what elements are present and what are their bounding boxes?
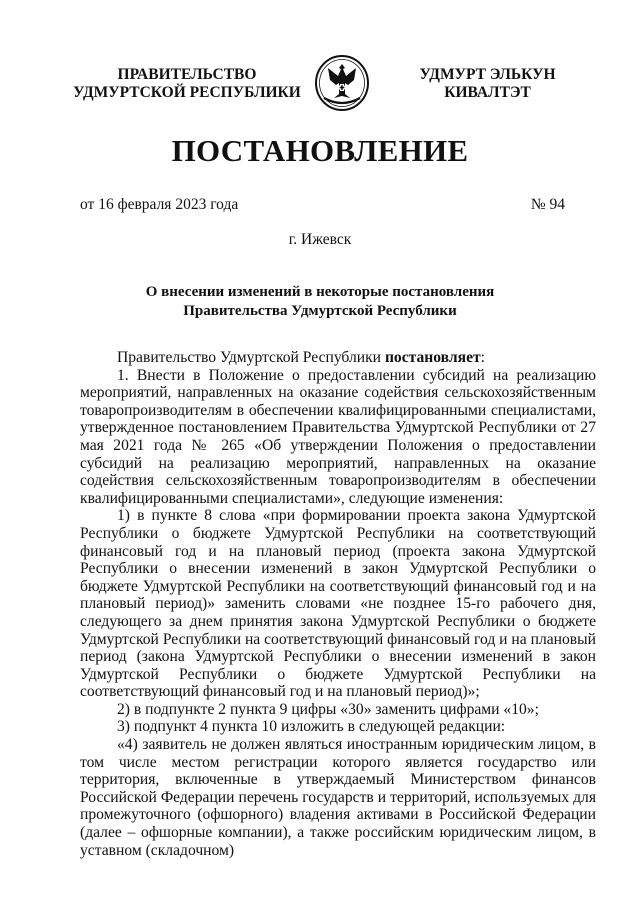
paragraph-1: 1. Внести в Положение о предоставлении субсидий на реализацию мероприятий, направленных на оказание содействия сельскохозяйственным товаропроизводителям в обеспечении квалифицированными специалистами, утвержденное постановлением Правительства Удмуртской Республики от 27 мая 2021 года № 265 «Об утверждении Положения о предоставлении субсидий на реализацию мероприятий, направленных на оказание содействия сельскохозяйственным товаропроизводителям в обеспечении квалифицированными специалистами», следующие изменения: xyxy=(80,366,596,507)
coat-of-arms-icon xyxy=(312,54,372,112)
subject-line-2: Правительства Удмуртской Республики xyxy=(183,302,457,319)
paragraph-4: 3) подпункт 4 пункта 10 изложить в следующей редакции: xyxy=(117,718,506,736)
issuer-udmurt-line-2: КИВАЛТЭТ xyxy=(444,84,531,101)
document-subject xyxy=(0,283,640,320)
issuer-line-1: ПРАВИТЕЛЬСТВО xyxy=(117,66,257,83)
document-title: ПОСТАНОВЛЕНИЕ xyxy=(171,133,469,168)
intro-text: Правительство Удмуртской Республики xyxy=(117,349,385,366)
intro-paragraph xyxy=(80,349,596,367)
document-body xyxy=(80,349,596,859)
document-date: от 16 февраля 2023 года xyxy=(80,196,239,213)
issuer-name-udmurt xyxy=(405,66,570,102)
intro-bold-verb: постановляет xyxy=(384,349,481,366)
issuer-name-russian xyxy=(62,66,312,102)
issuer-udmurt-line-1: УДМУРТ ЭЛЬКУН xyxy=(419,66,556,83)
issuer-line-2: УДМУРТСКОЙ РЕСПУБЛИКИ xyxy=(73,84,301,101)
document-city: г. Ижевск xyxy=(288,231,352,248)
paragraph-3: 2) в подпункте 2 пункта 9 цифры «30» заменить цифрами «10»; xyxy=(117,700,539,718)
subject-line-1: О внесении изменений в некоторые постановления xyxy=(145,284,495,300)
paragraph-5: «4) заявитель не должен являться иностранным юридическим лицом, в том числе местом регистрации которого является государство или территория, включенные в утверждаемый Министерством финансов Российской Федерации перечень государств и территорий, используемых для промежуточного (офшорного) владения активами в Российской Федерации (далее – офшорные компании), а также российским юридическим лицом, в уставном (складочном) xyxy=(80,736,596,859)
paragraph-2: 1) в пункте 8 слова «при формировании проекта закона Удмуртской Республики о бюджете Удмуртской Республики на соответствующий финансовый год и на плановый период (проекта закона Удмуртской Республики о внесении изменений в закон Удмуртской Республики о бюджете Удмуртской Республики на соответствующий финансовый год и на плановый период)» заменить словами «не позднее 15-го рабочего дня, следующего за днем принятия закона Удмуртской Республики о бюджете Удмуртской Республики на соответствующий финансовый год и на плановый период (закона Удмуртской Республики о внесении изменений в закон Удмуртской Республики о бюджете Удмуртской Республики на соответствующий финансовый год и на плановый период)»; xyxy=(80,507,596,701)
intro-colon: : xyxy=(480,349,486,366)
document-number: № 94 xyxy=(530,196,565,213)
